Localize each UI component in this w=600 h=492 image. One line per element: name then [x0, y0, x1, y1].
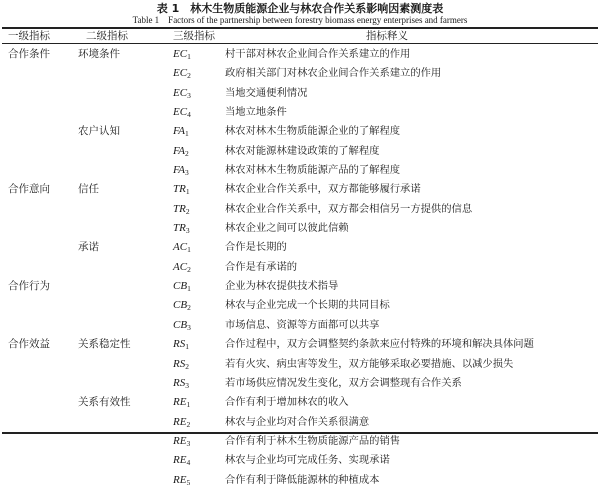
indicator-subscript: 2 [185, 206, 190, 216]
cell-level3-code [173, 238, 191, 259]
cell-level3-code [173, 355, 189, 376]
indicator-subscript: 1 [187, 52, 191, 61]
indicator-subscript: 1 [186, 400, 191, 410]
cell-level3-code [173, 64, 191, 85]
indicator-code: RS [173, 357, 186, 370]
indicator-code: RE [173, 415, 187, 428]
indicator-subscript: 2 [187, 264, 191, 274]
cell-level3-code [173, 393, 190, 414]
indicator-code: EC [173, 48, 188, 60]
cell-level3-code [173, 219, 190, 240]
cell-level3-code [173, 122, 189, 143]
table-row [0, 122, 600, 141]
indicator-code: FA [173, 164, 186, 177]
cell-level3-code [173, 316, 191, 337]
table-row [0, 393, 600, 412]
cell-definition: 合作有利于林木生物质能源产品的销售 [225, 434, 401, 447]
indicator-code: CB [173, 318, 188, 331]
cell-level2: 环境条件 [78, 48, 120, 60]
table-row [0, 413, 600, 432]
table-row [0, 238, 600, 257]
indicator-subscript: 4 [186, 458, 191, 468]
table-row [0, 335, 600, 354]
header-rule [2, 43, 598, 44]
cell-level3-code [173, 161, 189, 182]
indicator-code: EC [173, 86, 188, 99]
table-row [0, 374, 600, 393]
cell-level3-code [173, 258, 191, 279]
cell-level1: 合作条件 [8, 48, 50, 60]
bottom-rule [2, 432, 598, 434]
indicator-code: RE [173, 396, 187, 409]
table-title-en: Table 1 Factors of the partnership between forestry biomass energy enterprises and farmers [132, 15, 468, 25]
cell-level2: 信任 [78, 183, 99, 196]
cell-level3-code [173, 335, 189, 356]
cell-level3-code [173, 142, 189, 163]
cell-level2: 农户认知 [78, 125, 120, 138]
indicator-code: CB [173, 280, 188, 293]
indicator-code: FA [173, 125, 186, 138]
table-title-cn: 表 1 林木生物质能源企业与林农合作关系影响因素测度表 [156, 2, 444, 15]
indicator-code: EC [173, 67, 188, 80]
cell-level3-code [173, 84, 191, 105]
indicator-code: AC [173, 260, 188, 273]
indicator-code: FA [173, 144, 186, 157]
cell-definition: 合作是有承诺的 [225, 260, 298, 273]
cell-definition: 合作有利于增加林农的收入 [225, 396, 349, 409]
indicator-code: RE [173, 473, 187, 486]
cell-definition: 政府相关部门对林农企业间合作关系建立的作用 [225, 67, 442, 80]
indicator-subscript: 3 [185, 380, 189, 390]
table-row [0, 355, 600, 374]
cell-level1: 合作行为 [8, 280, 50, 293]
table-row [0, 45, 600, 64]
table-row [0, 142, 600, 161]
indicator-subscript: 2 [187, 71, 191, 81]
table-row [0, 277, 600, 296]
table-row [0, 200, 600, 219]
cell-definition: 林农企业合作关系中，双方都会相信另一方提供的信息 [225, 202, 473, 215]
cell-definition: 合作过程中，双方会调整契约条款来应付特殊的环境和解决具体问题 [225, 338, 534, 351]
table-row [0, 316, 600, 335]
cell-definition: 村干部对林农企业间合作关系建立的作用 [225, 48, 411, 60]
table-row [0, 471, 600, 490]
indicator-code: RS [173, 376, 186, 389]
indicator-code: EC [173, 106, 188, 119]
cell-definition: 若有火灾、病虫害等发生，双方能够采取必要措施、以减少损失 [225, 357, 514, 370]
cell-definition: 合作有利于降低能源林的种植成本 [225, 473, 380, 486]
cell-definition: 林农与企业完成一个长期的共同目标 [225, 299, 390, 312]
cell-level3-code [173, 451, 190, 472]
indicator-subscript: 2 [185, 361, 189, 371]
indicator-code: RE [173, 454, 187, 467]
table-body [0, 45, 600, 490]
cell-definition: 林农与企业均对合作关系很满意 [225, 415, 370, 428]
table-row [0, 219, 600, 238]
cell-definition: 林农企业合作关系中，双方都能够履行承诺 [225, 183, 421, 196]
cell-level3-code [173, 277, 191, 298]
indicator-code: AC [173, 241, 188, 254]
cell-definition: 林农对林木生物质能源产品的了解程度 [225, 164, 401, 177]
header-level2: 二级指标 [86, 30, 128, 42]
cell-level3-code [173, 432, 190, 453]
indicator-subscript: 1 [187, 284, 191, 294]
header-level3: 三级指标 [173, 30, 215, 42]
table-row [0, 161, 600, 180]
table-row [0, 451, 600, 470]
cell-definition: 当地立地条件 [225, 106, 287, 119]
cell-definition: 林农对林木生物质能源企业的了解程度 [225, 125, 401, 138]
indicator-code: RE [173, 434, 187, 447]
indicator-code: TR [173, 183, 186, 196]
cell-level3-code [173, 45, 191, 66]
cell-definition: 当地交通便利情况 [225, 86, 308, 99]
cell-level3-code [173, 180, 190, 201]
indicator-subscript: 4 [187, 110, 191, 120]
cell-level3-code [173, 374, 189, 395]
indicator-code: CB [173, 299, 188, 312]
table-row [0, 258, 600, 277]
table-row [0, 103, 600, 122]
indicator-subscript: 2 [186, 419, 191, 429]
cell-definition: 林农企业之间可以彼此信赖 [225, 222, 349, 235]
indicator-subscript: 3 [185, 226, 190, 236]
indicator-subscript: 3 [186, 438, 191, 448]
indicator-subscript: 3 [187, 322, 191, 332]
indicator-code: TR [173, 222, 186, 235]
header-definition: 指标释义 [366, 30, 408, 42]
indicator-subscript: 2 [187, 303, 191, 313]
cell-definition: 企业为林农提供技术指导 [225, 280, 339, 293]
cell-level3-code [173, 200, 190, 221]
cell-level3-code [173, 296, 191, 317]
cell-level2: 关系有效性 [78, 396, 131, 409]
indicator-subscript: 5 [186, 477, 191, 487]
cell-level3-code [173, 103, 191, 124]
cell-definition: 若市场供应情况发生变化，双方会调整现有合作关系 [225, 376, 462, 389]
table-row [0, 180, 600, 199]
cell-level1: 合作效益 [8, 338, 50, 351]
indicator-code: RS [173, 338, 186, 351]
cell-level3-code [173, 471, 190, 492]
indicator-subscript: 1 [185, 129, 189, 139]
table-row [0, 84, 600, 103]
table-row [0, 296, 600, 315]
indicator-subscript: 3 [185, 168, 189, 178]
indicator-subscript: 1 [185, 187, 190, 197]
indicator-subscript: 1 [185, 342, 189, 352]
table-row [0, 64, 600, 83]
cell-definition: 合作是长期的 [225, 241, 287, 254]
cell-level1: 合作意向 [8, 183, 50, 196]
header-level1: 一级指标 [8, 30, 50, 42]
indicator-subscript: 3 [187, 90, 191, 100]
cell-level3-code [173, 413, 190, 434]
cell-level2: 关系稳定性 [78, 338, 131, 351]
indicator-code: TR [173, 202, 186, 215]
cell-level2: 承诺 [78, 241, 99, 254]
indicator-subscript: 1 [187, 245, 191, 255]
indicator-subscript: 2 [185, 148, 189, 158]
cell-definition: 林农与企业均可完成任务、实现承诺 [225, 454, 390, 467]
cell-definition: 市场信息、资源等方面都可以共享 [225, 318, 380, 331]
cell-definition: 林农对能源林建设政策的了解程度 [225, 144, 380, 157]
